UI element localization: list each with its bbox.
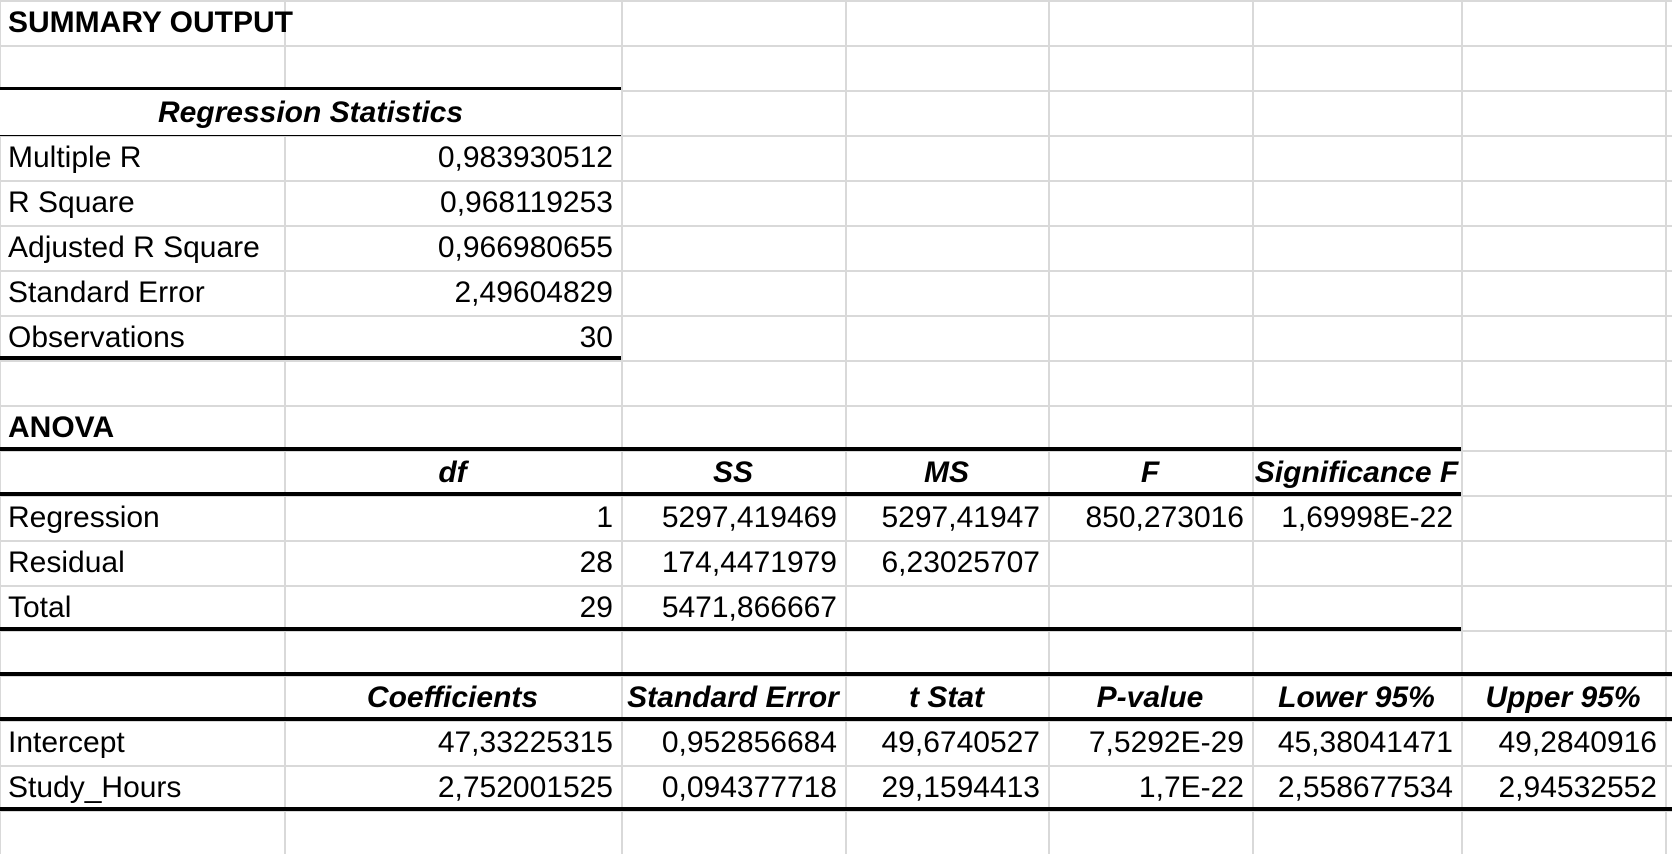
cell-intercept-upper-95[interactable]: 49,2840916 bbox=[1498, 726, 1657, 759]
cell-standard-error-value[interactable]: 2,49604829 bbox=[454, 276, 613, 309]
cell-anova-residual-df[interactable]: 28 bbox=[579, 546, 613, 579]
cell-study-hours-coefficient[interactable]: 2,752001525 bbox=[437, 771, 613, 804]
cell-standard-error-label[interactable]: Standard Error bbox=[8, 276, 205, 309]
cell-anova-regression-f[interactable]: 850,273016 bbox=[1085, 501, 1244, 534]
cell-observations-label[interactable]: Observations bbox=[8, 321, 185, 354]
cell-intercept-lower-95[interactable]: 45,38041471 bbox=[1277, 726, 1453, 759]
cell-anova-total-ss[interactable]: 5471,866667 bbox=[661, 591, 837, 624]
cell-anova-regression-df[interactable]: 1 bbox=[596, 501, 613, 534]
cell-study-hours-upper-95[interactable]: 2,94532552 bbox=[1498, 771, 1657, 804]
cell-coef-header-lower-95[interactable]: Lower 95% bbox=[1278, 681, 1435, 714]
cell-anova-header-ms[interactable]: MS bbox=[924, 456, 969, 489]
cell-anova-regression-ss[interactable]: 5297,419469 bbox=[661, 501, 837, 534]
cell-regression-statistics-header[interactable]: Regression Statistics bbox=[0, 90, 621, 135]
cell-coef-header-standard-error[interactable]: Standard Error bbox=[627, 681, 839, 714]
cell-adjusted-r-square-label[interactable]: Adjusted R Square bbox=[8, 231, 260, 264]
cell-anova-total-df[interactable]: 29 bbox=[579, 591, 613, 624]
cell-anova-regression-label[interactable]: Regression bbox=[8, 501, 160, 534]
cell-anova-residual-ms[interactable]: 6,23025707 bbox=[881, 546, 1040, 579]
cell-intercept-label[interactable]: Intercept bbox=[8, 726, 125, 759]
cell-anova-header-df[interactable]: df bbox=[438, 456, 467, 489]
cell-coef-header-coefficients[interactable]: Coefficients bbox=[366, 681, 539, 714]
cell-intercept-coefficient[interactable]: 47,33225315 bbox=[437, 726, 613, 759]
cell-coef-header-t-stat[interactable]: t Stat bbox=[909, 681, 984, 714]
cell-anova-residual-ss[interactable]: 174,4471979 bbox=[661, 546, 837, 579]
cell-anova-regression-significance-f[interactable]: 1,69998E-22 bbox=[1281, 501, 1453, 534]
cell-r-square-value[interactable]: 0,968119253 bbox=[440, 186, 613, 219]
cell-anova-header-ss[interactable]: SS bbox=[712, 456, 754, 489]
cell-intercept-standard-error[interactable]: 0,952856684 bbox=[661, 726, 837, 759]
cell-anova-regression-ms[interactable]: 5297,41947 bbox=[881, 501, 1040, 534]
cell-anova-residual-label[interactable]: Residual bbox=[8, 546, 125, 579]
cell-multiple-r-value[interactable]: 0,983930512 bbox=[437, 141, 613, 174]
cell-anova-header-f[interactable]: F bbox=[1140, 456, 1160, 489]
cell-intercept-p-value[interactable]: 7,5292E-29 bbox=[1088, 726, 1244, 759]
cell-anova-header-significance-f[interactable]: Significance F bbox=[1254, 456, 1459, 489]
cell-multiple-r-label[interactable]: Multiple R bbox=[8, 141, 142, 174]
cell-study-hours-standard-error[interactable]: 0,094377718 bbox=[661, 771, 837, 804]
cell-study-hours-t-stat[interactable]: 29,1594413 bbox=[881, 771, 1040, 804]
cell-coef-header-upper-95[interactable]: Upper 95% bbox=[1485, 681, 1641, 714]
cell-anova-title[interactable]: ANOVA bbox=[8, 411, 115, 444]
cell-study-hours-p-value[interactable]: 1,7E-22 bbox=[1138, 771, 1244, 804]
cell-study-hours-lower-95[interactable]: 2,558677534 bbox=[1277, 771, 1453, 804]
cell-study-hours-label[interactable]: Study_Hours bbox=[8, 771, 182, 804]
cell-anova-total-label[interactable]: Total bbox=[8, 591, 72, 624]
cell-coef-header-p-value[interactable]: P-value bbox=[1096, 681, 1204, 714]
cell-adjusted-r-square-value[interactable]: 0,966980655 bbox=[437, 231, 613, 264]
cell-summary-output-title[interactable]: SUMMARY OUTPUT bbox=[8, 6, 293, 39]
cell-r-square-label[interactable]: R Square bbox=[8, 186, 135, 219]
cell-intercept-t-stat[interactable]: 49,6740527 bbox=[881, 726, 1040, 759]
cell-observations-value[interactable]: 30 bbox=[579, 321, 613, 354]
